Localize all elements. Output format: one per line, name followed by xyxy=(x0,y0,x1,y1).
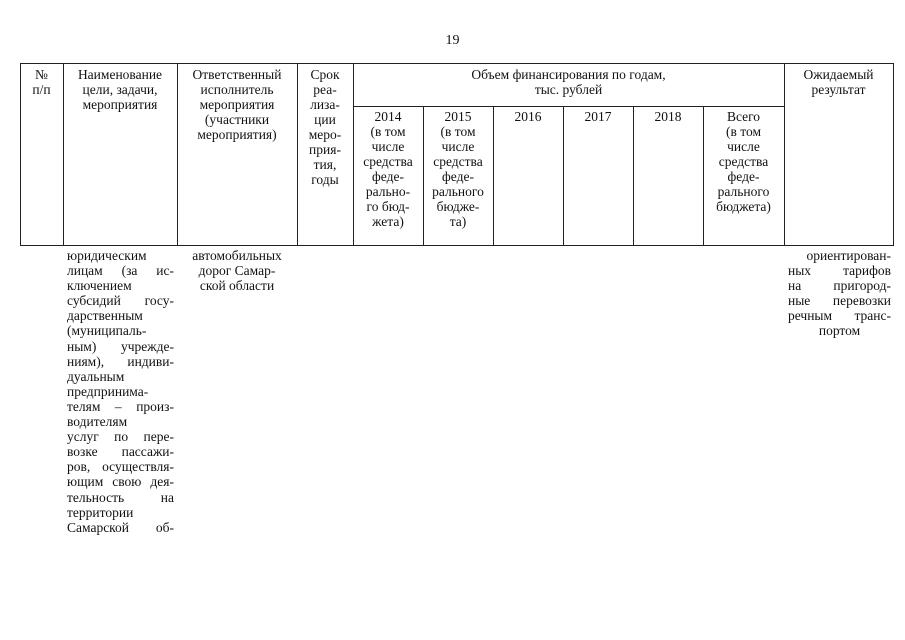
table-header-bottom-border xyxy=(20,245,893,246)
text-line: ным) учрежде- xyxy=(67,338,174,354)
text-line: ные перевозки xyxy=(788,293,891,309)
text-line: ющим свою дея- xyxy=(67,474,174,490)
table-right-border xyxy=(893,63,894,246)
header-cell-executor: Ответственный исполнитель мероприятия (участники мероприятия) xyxy=(192,67,282,142)
text-line: Самарской об- xyxy=(67,519,174,535)
text-line: речным транс- xyxy=(788,308,891,324)
funding-subheader-border xyxy=(353,106,784,107)
page-number: 19 xyxy=(445,33,460,48)
text-line: дарственным xyxy=(67,308,143,324)
text-line: юридическим xyxy=(67,248,147,263)
text-line: ориентирован- xyxy=(806,248,891,263)
text-line: субсидий госу- xyxy=(67,293,174,309)
header-cell-year-2017: 2017 xyxy=(584,109,612,124)
text-line: автомобильных xyxy=(192,248,282,263)
col-divider-year-2 xyxy=(493,106,494,246)
text-line: ниям), индиви- xyxy=(67,353,174,369)
header-cell-year-2018: 2018 xyxy=(654,109,682,124)
header-cell-name: Наименование цели, задачи, мероприятия xyxy=(77,67,163,112)
text-line: ключением xyxy=(67,278,132,294)
col-divider-year-3 xyxy=(563,106,564,246)
col-divider-year-4 xyxy=(633,106,634,246)
header-cell-funding: Объем финансирования по годам, тыс. рублей xyxy=(471,67,666,97)
table-top-border xyxy=(20,63,893,64)
text-line: тельность на xyxy=(67,489,174,505)
body-cell-executor xyxy=(177,248,297,293)
text-line: (муниципаль- xyxy=(67,323,147,339)
text-line: услуг по пере- xyxy=(67,429,174,445)
text-line: водителям xyxy=(67,414,128,430)
text-line: ской области xyxy=(199,278,275,294)
header-cell-number: № п/п xyxy=(32,67,51,97)
text-line: дорог Самар- xyxy=(198,263,276,279)
text-line: ных тарифов xyxy=(788,263,891,279)
text-line: ров, осуществля- xyxy=(67,459,174,475)
text-line: территории xyxy=(67,504,134,520)
body-cell-name xyxy=(67,248,174,535)
header-cell-term: Срок реа- лиза- ции меро- прия- тия, годы xyxy=(308,67,342,187)
header-cell-result: Ожидаемый результат xyxy=(803,67,874,97)
text-line: портом xyxy=(818,323,861,339)
text-line: лицам (за ис- xyxy=(67,263,174,279)
header-cell-year-2016: 2016 xyxy=(514,109,542,124)
text-line: дуальным xyxy=(67,368,125,384)
text-line: телям – произ- xyxy=(67,398,174,414)
text-line: на пригород- xyxy=(788,278,891,294)
body-cell-result xyxy=(788,248,891,339)
text-line: возке пассажи- xyxy=(67,444,174,460)
header-cell-total: Всего (в том числе средства феде- рального бюджета) xyxy=(716,109,771,214)
text-line: предпринима- xyxy=(67,383,149,399)
header-cell-year-2015: 2015 (в том числе средства феде- рального бюдже- та) xyxy=(432,109,484,229)
header-cell-year-2014: 2014 (в том числе средства феде- рально- го бюд- жета) xyxy=(363,109,413,229)
